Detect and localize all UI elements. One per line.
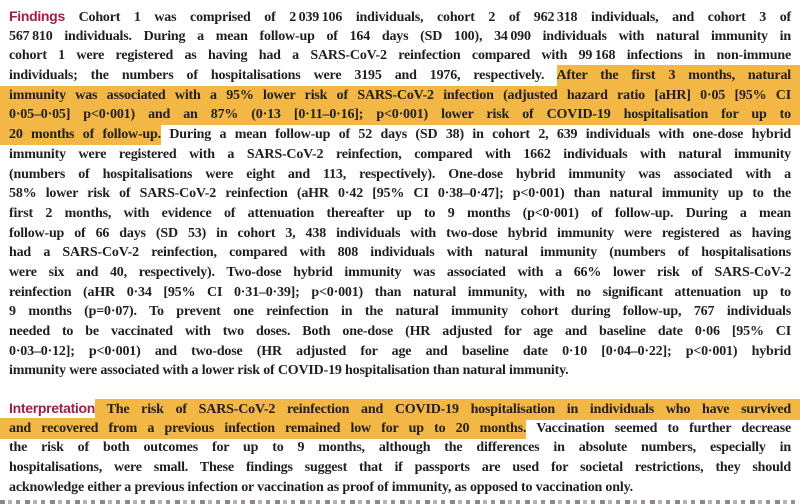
text-segment: During a mean follow-up of 52 days (SD 38) in cohort 2, 639 individuals with one-dose hybrid xyxy=(160,127,791,143)
cutoff-next-line xyxy=(0,500,800,504)
findings-line xyxy=(9,322,791,342)
findings-line xyxy=(9,145,791,165)
findings-paragraph xyxy=(9,7,791,381)
text-segment: After the first 3 months, natural xyxy=(557,65,791,86)
findings-line xyxy=(9,204,791,224)
text-segment: individuals; the numbers of hospitalisations were 3195 and 1976, respectively. xyxy=(9,68,557,84)
text-segment: first 2 months, with evidence of attenuation thereafter up to 9 months (p<0·001) of follow-up. During a mean xyxy=(9,205,791,221)
text-segment: and recovered from a previous infection remained low for up to 20 months. xyxy=(9,418,526,439)
text-segment: immunity were associated with a lower risk of COVID-19 hospitalisation than natural immunity. xyxy=(9,363,569,379)
text-segment: had a SARS-CoV-2 reinfection, compared with 808 individuals with natural immunity (numbers of hospitalisations xyxy=(9,245,791,261)
findings-line xyxy=(9,66,791,86)
findings-line xyxy=(9,46,791,66)
text-segment: hospitalisations, were small. These findings suggest that if passports are used for societal restrictions, they should xyxy=(9,460,791,476)
text-segment: 0·05–0·05] p<0·001) and an 87% (0·13 [0·11–0·16]; p<0·001) lower risk of COVID-19 hospitalisation for up to xyxy=(9,107,791,123)
text-segment: immunity was associated with a 95% lower risk of SARS-CoV-2 infection (adjusted hazard ratio [aHR] 0·05 [95% CI xyxy=(9,87,791,103)
text-segment: were six and 40, respectively). Two-dose hybrid immunity was associated with a 66% lower risk of SARS-CoV-2 xyxy=(9,264,791,280)
findings-line xyxy=(9,165,791,185)
findings-line xyxy=(0,105,800,125)
interpretation-line xyxy=(9,438,791,458)
findings-label: Findings xyxy=(9,8,65,24)
text-segment: (numbers of hospitalisations were eight and 113, respectively). One-dose hybrid immunity was associated with a xyxy=(9,166,791,182)
findings-line xyxy=(9,302,791,322)
findings-line xyxy=(9,27,791,47)
text-segment: 9 months (p=0·07). To prevent one reinfection in the natural immunity cohort during follow-up, 767 individuals xyxy=(9,304,791,320)
text-segment: needed to be vaccinated with two doses. Both one-dose (HR adjusted for age and baseline date 0·06 [95% CI xyxy=(9,324,791,339)
text-segment: 0·03–0·12]; p<0·001) and two-dose (HR adjusted for age and baseline date 0·10 [0·04–0·22]; p<0·001) hybrid xyxy=(9,343,791,359)
findings-line xyxy=(0,86,800,106)
interpretation-line xyxy=(9,419,791,439)
findings-line xyxy=(9,184,791,204)
text-segment: follow-up of 66 days (SD 53) in cohort 3, 438 individuals with two-dose hybrid immunity were registered as having xyxy=(9,225,791,241)
interpretation-line xyxy=(9,458,791,478)
text-segment: immunity were registered with a SARS-CoV-2 reinfection, compared with 1662 individuals with natural immunity xyxy=(9,146,791,162)
text-segment: Vaccination seemed to further decrease xyxy=(526,420,792,436)
findings-line xyxy=(9,243,791,263)
text-segment: Cohort 1 was comprised of 2 039 106 individuals, cohort 2 of 962 318 individuals, and cohort 3 of xyxy=(64,10,791,25)
findings-line xyxy=(9,361,791,381)
interpretation-paragraph xyxy=(9,399,791,497)
text-segment: reinfection (aHR 0·34 [95% CI 0·31–0·39]; p<0·001) than natural immunity, with no significant attenuation up to xyxy=(9,284,791,300)
findings-line xyxy=(9,7,791,27)
interpretation-line xyxy=(9,399,791,419)
text-segment: 567 810 individuals. During a mean follow-up of 164 days (SD 100), 34 090 individuals with natural immunity in xyxy=(9,28,791,44)
text-segment: the risk of both outcomes for up to 9 months, although the differences in absolute numbers, especially in xyxy=(9,440,791,456)
text-segment: cohort 1 were registered as having had a SARS-CoV-2 reinfection compared with 99 168 infections in non-immune xyxy=(9,48,791,64)
findings-line xyxy=(9,263,791,283)
findings-line xyxy=(9,342,791,362)
findings-line xyxy=(9,283,791,303)
text-segment: The risk of SARS-CoV-2 reinfection and COVID-19 hospitalisation in individuals who have survived xyxy=(95,399,791,420)
interpretation-label: Interpretation xyxy=(9,400,96,417)
text-segment: acknowledge either a previous infection or vaccination as proof of immunity, as opposed to vaccination only. xyxy=(9,479,633,495)
text-segment: 20 months of follow-up. xyxy=(9,124,161,145)
findings-line xyxy=(9,224,791,244)
interpretation-line xyxy=(9,478,791,498)
findings-line xyxy=(9,125,791,145)
text-segment: 58% lower risk of SARS-CoV-2 reinfection (aHR 0·42 [95% CI 0·38–0·47]; p<0·001) than natural immunity up to the xyxy=(9,186,791,202)
